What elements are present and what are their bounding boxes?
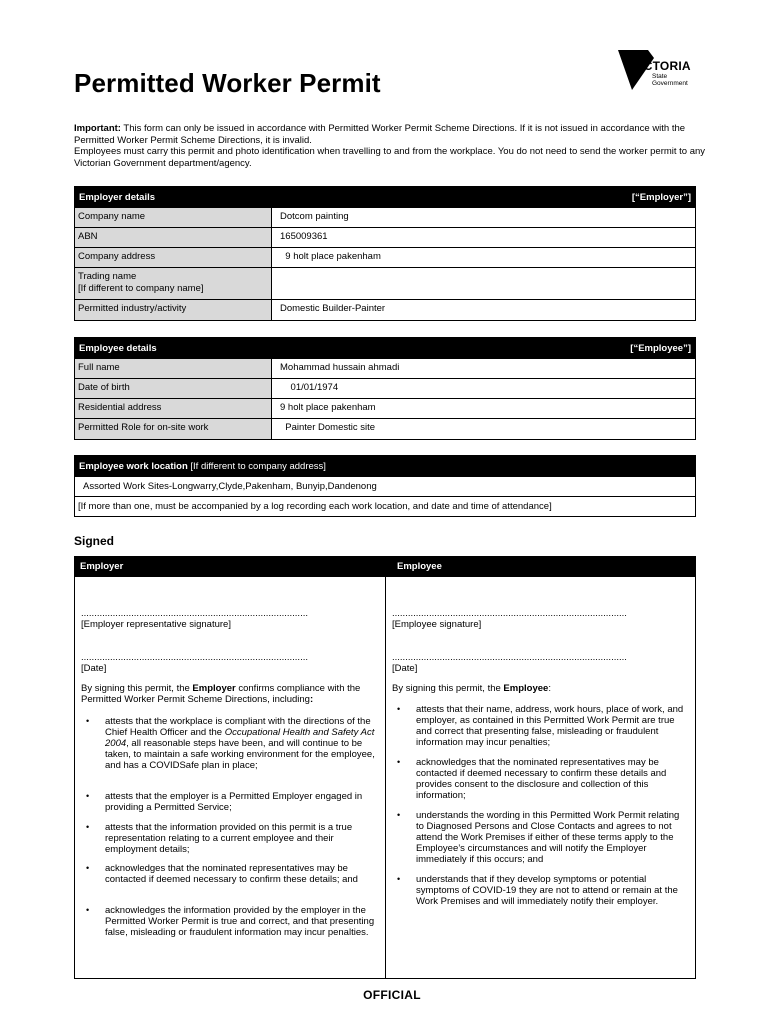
work-location-field[interactable]: Assorted Work Sites-Longwarry,Clyde,Pakenham, Bunyip,Dandenong [75,476,695,496]
intro-line-2: Employees must carry this permit and photo identification when travelling to and from the workplace. You do not need to send the worker permit to any Victorian Government department/agency. [74,146,706,169]
employer-bullet-3: • attests that the information provided on this permit is a true representation relating to a current employee and their employment details; [86,822,353,855]
full-name-field[interactable]: Mohammad hussain ahmadi [280,362,400,373]
table-row [75,247,695,267]
logo-subtitle: State Government [652,73,688,87]
permitted-role-label: Permitted Role for on-site work [75,419,272,439]
intro-line-1: This form can only be issued in accordance with Permitted Worker Permit Scheme Directions. If it is not issued in accordance with the Permitted Worker Permit Scheme Directions, it is invalid. [74,123,686,146]
employer-intro: By signing this permit, the Employer confirms compliance with the Permitted Worker Permit Scheme Directions, including: [81,683,361,705]
page-title: Permitted Worker Permit [74,68,381,98]
employee-intro: By signing this permit, the Employee: [392,683,551,694]
table-row [75,227,695,247]
table-row [75,207,695,227]
employer-details-title: Employer details [79,191,156,203]
employee-details-title: Employee details [79,342,157,354]
logo-wordmark: VICTORIA [632,59,691,73]
signed-heading: Signed [74,534,115,548]
work-location-title: Employee work location [79,460,191,472]
table-row [75,418,695,439]
work-location-header [75,456,695,476]
employee-bullet-2: • acknowledges that the nominated representatives may be contacted if deemed necessary to confirm these details and provides consent to the disclosure and collection of this information; [397,757,667,801]
work-location-table [74,455,696,517]
employer-column-header: Employer [80,561,124,572]
permitted-role-field[interactable]: Painter Domestic site [280,422,376,433]
employer-date-line[interactable]: ...................................................................................... [81,652,308,663]
full-name-label: Full name [75,359,272,378]
employee-signature-label: [Employee signature] [392,619,482,630]
employee-bullet-4: • understands that if they develop symptoms or potential symptoms of COVID-19 they are not to attend or remain at the Work Premises and will immediately notify their employer. [397,874,678,907]
date-of-birth-label: Date of birth [75,379,272,398]
abn-field[interactable]: 165009361 [280,231,328,242]
table-row [75,299,695,320]
signature-header [75,557,695,577]
trading-name-label: Trading name [If different to company name] [75,268,272,299]
trading-name-field[interactable] [272,268,695,299]
intro-notice [74,123,714,169]
company-name-field[interactable]: Dotcom painting [280,211,349,222]
employee-details-header [75,338,695,358]
employer-tag: [“Employer”] [631,191,691,203]
employee-date-line[interactable]: ......................................................................................... [392,652,627,663]
table-row [75,358,695,378]
employee-bullet-3: • understands the wording in this Permitted Work Permit relating to Diagnosed Persons and Close Contacts and agrees to not attend the Work Premises if either of these terms apply to the Employee’s circumstances and will notify the Employer immediately if this occurs; and [397,810,680,865]
work-location-note: [If more than one, must be accompanied by a log recording each work location, and date and time of attendance] [75,496,695,516]
residential-address-field[interactable]: 9 holt place pakenham [280,402,376,413]
employee-signature-column [386,577,695,978]
company-name-label: Company name [75,208,272,227]
work-location-hint: [If different to company address] [190,460,326,472]
employer-details-header [75,187,695,207]
employee-signature-line[interactable]: ......................................................................................... [392,608,627,619]
permitted-industry-label: Permitted industry/activity [75,300,272,320]
classification-footer: OFFICIAL [363,988,421,1002]
employee-date-label: [Date] [392,663,418,674]
employer-bullet-4: • acknowledges that the nominated representatives may be contacted if deemed necessary to confirm these details; and [86,863,358,885]
signature-table [74,556,696,979]
employer-bullet-5: • acknowledges the information provided by the employer in the Permitted Worker Permit is true and correct, and that presenting false, misleading or fraudulent information may incur penalties. [86,905,375,938]
employer-date-label: [Date] [81,663,107,674]
employer-details-table [74,186,696,321]
residential-address-label: Residential address [75,399,272,418]
employer-signature-line[interactable]: ...................................................................................... [81,608,308,619]
abn-label: ABN [75,228,272,247]
important-label: Important: [74,123,121,134]
employee-details-table [74,337,696,440]
table-row [75,267,695,299]
employee-tag: [“Employee”] [630,342,691,354]
company-address-field[interactable]: 9 holt place pakenham [280,251,381,262]
employer-bullet-1: • attests that the workplace is compliant with the directions of the Chief Health Officer and the Occupational Health and Safety Act 2004, all reasonable steps have been, and will continue to be taken, to maintain a safe working environment for the employee, and has a COVIDSafe plan in place; [86,716,375,771]
employer-signature-label: [Employer representative signature] [81,619,231,630]
employee-column-header: Employee [397,561,442,572]
employer-bullet-2: • attests that the employer is a Permitted Employer engaged in providing a Permitted Service; [86,791,363,813]
company-address-label: Company address [75,248,272,267]
permitted-industry-field[interactable]: Domestic Builder-Painter [280,303,386,314]
employee-bullet-1: • attests that their name, address, work hours, place of work, and employer, as contained in this Permitted Work Permit are true and correct that presenting false, misleading or fraudulent information may incur penalties; [397,704,684,748]
employer-signature-column [75,577,386,978]
date-of-birth-field[interactable]: 01/01/1974 [280,382,339,393]
victoria-government-logo [618,48,708,92]
table-row [75,378,695,398]
table-row [75,398,695,418]
